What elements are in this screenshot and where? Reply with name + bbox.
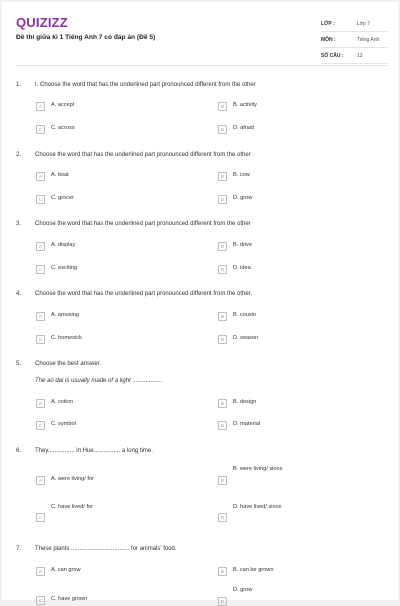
option-label: B. design bbox=[233, 399, 257, 405]
option-label: A. accept bbox=[51, 102, 75, 108]
option-label: D. grow bbox=[233, 587, 253, 593]
option-letter-box: A bbox=[36, 476, 45, 485]
worksheet-meta bbox=[321, 16, 387, 64]
option-letter-box: C bbox=[36, 421, 45, 430]
option-label: C. exciting bbox=[51, 265, 78, 271]
option-letter-box: B bbox=[218, 172, 227, 181]
option-letter-box: A bbox=[36, 242, 45, 251]
option-label: A. can grow bbox=[51, 567, 81, 573]
quizizz-logo: QUIZIZZ bbox=[16, 15, 68, 30]
question-text: Choose the word that has the underlined part pronounced different from the other. bbox=[35, 291, 253, 297]
option-letter-box: A bbox=[36, 172, 45, 181]
option-label: D. grow bbox=[233, 195, 253, 201]
option-letter-box: C bbox=[36, 195, 45, 204]
option-letter-box: C bbox=[36, 596, 45, 605]
question-text: Choose the word that has the underlined part pronounced different from the other bbox=[35, 152, 251, 158]
option-letter-box: C bbox=[36, 335, 45, 344]
page-title: Đề thi giữa kì 1 Tiếng Anh 7 có đáp án (Đề 5) bbox=[16, 34, 156, 41]
option-letter-box: D bbox=[218, 195, 227, 204]
option-label: D. season bbox=[233, 335, 259, 341]
option-label: D. afraid bbox=[233, 125, 255, 131]
question-number: 4. bbox=[16, 291, 22, 297]
option-label: C. across bbox=[51, 125, 75, 131]
option-label: A. boat bbox=[51, 172, 69, 178]
option-label: A. were living/ for bbox=[51, 476, 94, 482]
option-label: C. have lived/ for bbox=[51, 504, 93, 510]
question-text: Choose the word that has the underlined part pronounced different from the other bbox=[35, 221, 251, 227]
option-letter-box: B bbox=[218, 242, 227, 251]
question-subtext: The ao dai is usually made of a light .................. bbox=[35, 378, 163, 384]
option-label: B. cow bbox=[233, 172, 250, 178]
option-letter-box: A bbox=[36, 312, 45, 321]
option-letter-box: B bbox=[218, 102, 227, 111]
question-number: 3. bbox=[16, 221, 22, 227]
option-label: D. have lived/ since bbox=[233, 504, 282, 510]
option-label: C. have grown bbox=[51, 596, 88, 602]
option-letter-box: B bbox=[218, 399, 227, 408]
option-label: A. amusing bbox=[51, 312, 79, 318]
meta-value: Lớp 7 bbox=[357, 20, 371, 27]
meta-row-subject bbox=[321, 32, 387, 48]
option-letter-box: B bbox=[218, 312, 227, 321]
option-letter-box: C bbox=[36, 125, 45, 134]
option-letter-box: B bbox=[218, 567, 227, 576]
question-number: 5. bbox=[16, 361, 22, 367]
question-text: Choose the best answer. bbox=[35, 361, 102, 367]
option-label: C. homesick bbox=[51, 335, 82, 341]
option-label: C. grocer bbox=[51, 195, 75, 201]
question-text: They................ in Hue................ a long time. bbox=[35, 448, 153, 454]
option-label: B. were living/ since bbox=[233, 466, 283, 472]
option-letter-box: D bbox=[218, 421, 227, 430]
option-letter-box: B bbox=[218, 476, 227, 485]
meta-row-class bbox=[321, 16, 387, 32]
header-divider bbox=[16, 65, 388, 66]
question-number: 2. bbox=[16, 152, 22, 158]
meta-value: Tiếng Anh bbox=[357, 36, 380, 43]
meta-label: MÔN : bbox=[321, 36, 336, 43]
option-label: B. cousin bbox=[233, 312, 257, 318]
option-label: D. idea bbox=[233, 265, 251, 271]
option-label: D. material bbox=[233, 421, 261, 427]
question-text: I. Choose the word that has the underlined part pronounced different from the other bbox=[35, 82, 256, 88]
option-letter-box: A bbox=[36, 102, 45, 111]
option-letter-box: D bbox=[218, 597, 227, 606]
option-label: A. cotton bbox=[51, 399, 74, 405]
option-letter-box: A bbox=[36, 399, 45, 408]
option-letter-box: C bbox=[36, 265, 45, 274]
option-label: C. symbol bbox=[51, 421, 76, 427]
option-letter-box: D bbox=[218, 513, 227, 522]
question-number: 6. bbox=[16, 448, 22, 454]
meta-label: SỐ CÂU : bbox=[321, 52, 344, 59]
question-number: 7. bbox=[16, 546, 22, 552]
meta-label: LỚP : bbox=[321, 20, 335, 27]
meta-value: 12 bbox=[357, 52, 363, 59]
worksheet-page bbox=[2, 2, 398, 604]
option-label: B. drive bbox=[233, 242, 252, 248]
meta-row-count bbox=[321, 48, 387, 64]
question-number: 1. bbox=[16, 82, 22, 88]
option-letter-box: C bbox=[36, 513, 45, 522]
option-letter-box: A bbox=[36, 567, 45, 576]
option-label: A. display bbox=[51, 242, 76, 248]
option-label: B. can be grown bbox=[233, 567, 274, 573]
question-text: These plants ................................... for animals' food. bbox=[35, 546, 177, 552]
option-label: B. activity bbox=[233, 102, 257, 108]
option-letter-box: D bbox=[218, 265, 227, 274]
option-letter-box: D bbox=[218, 335, 227, 344]
option-letter-box: D bbox=[218, 125, 227, 134]
